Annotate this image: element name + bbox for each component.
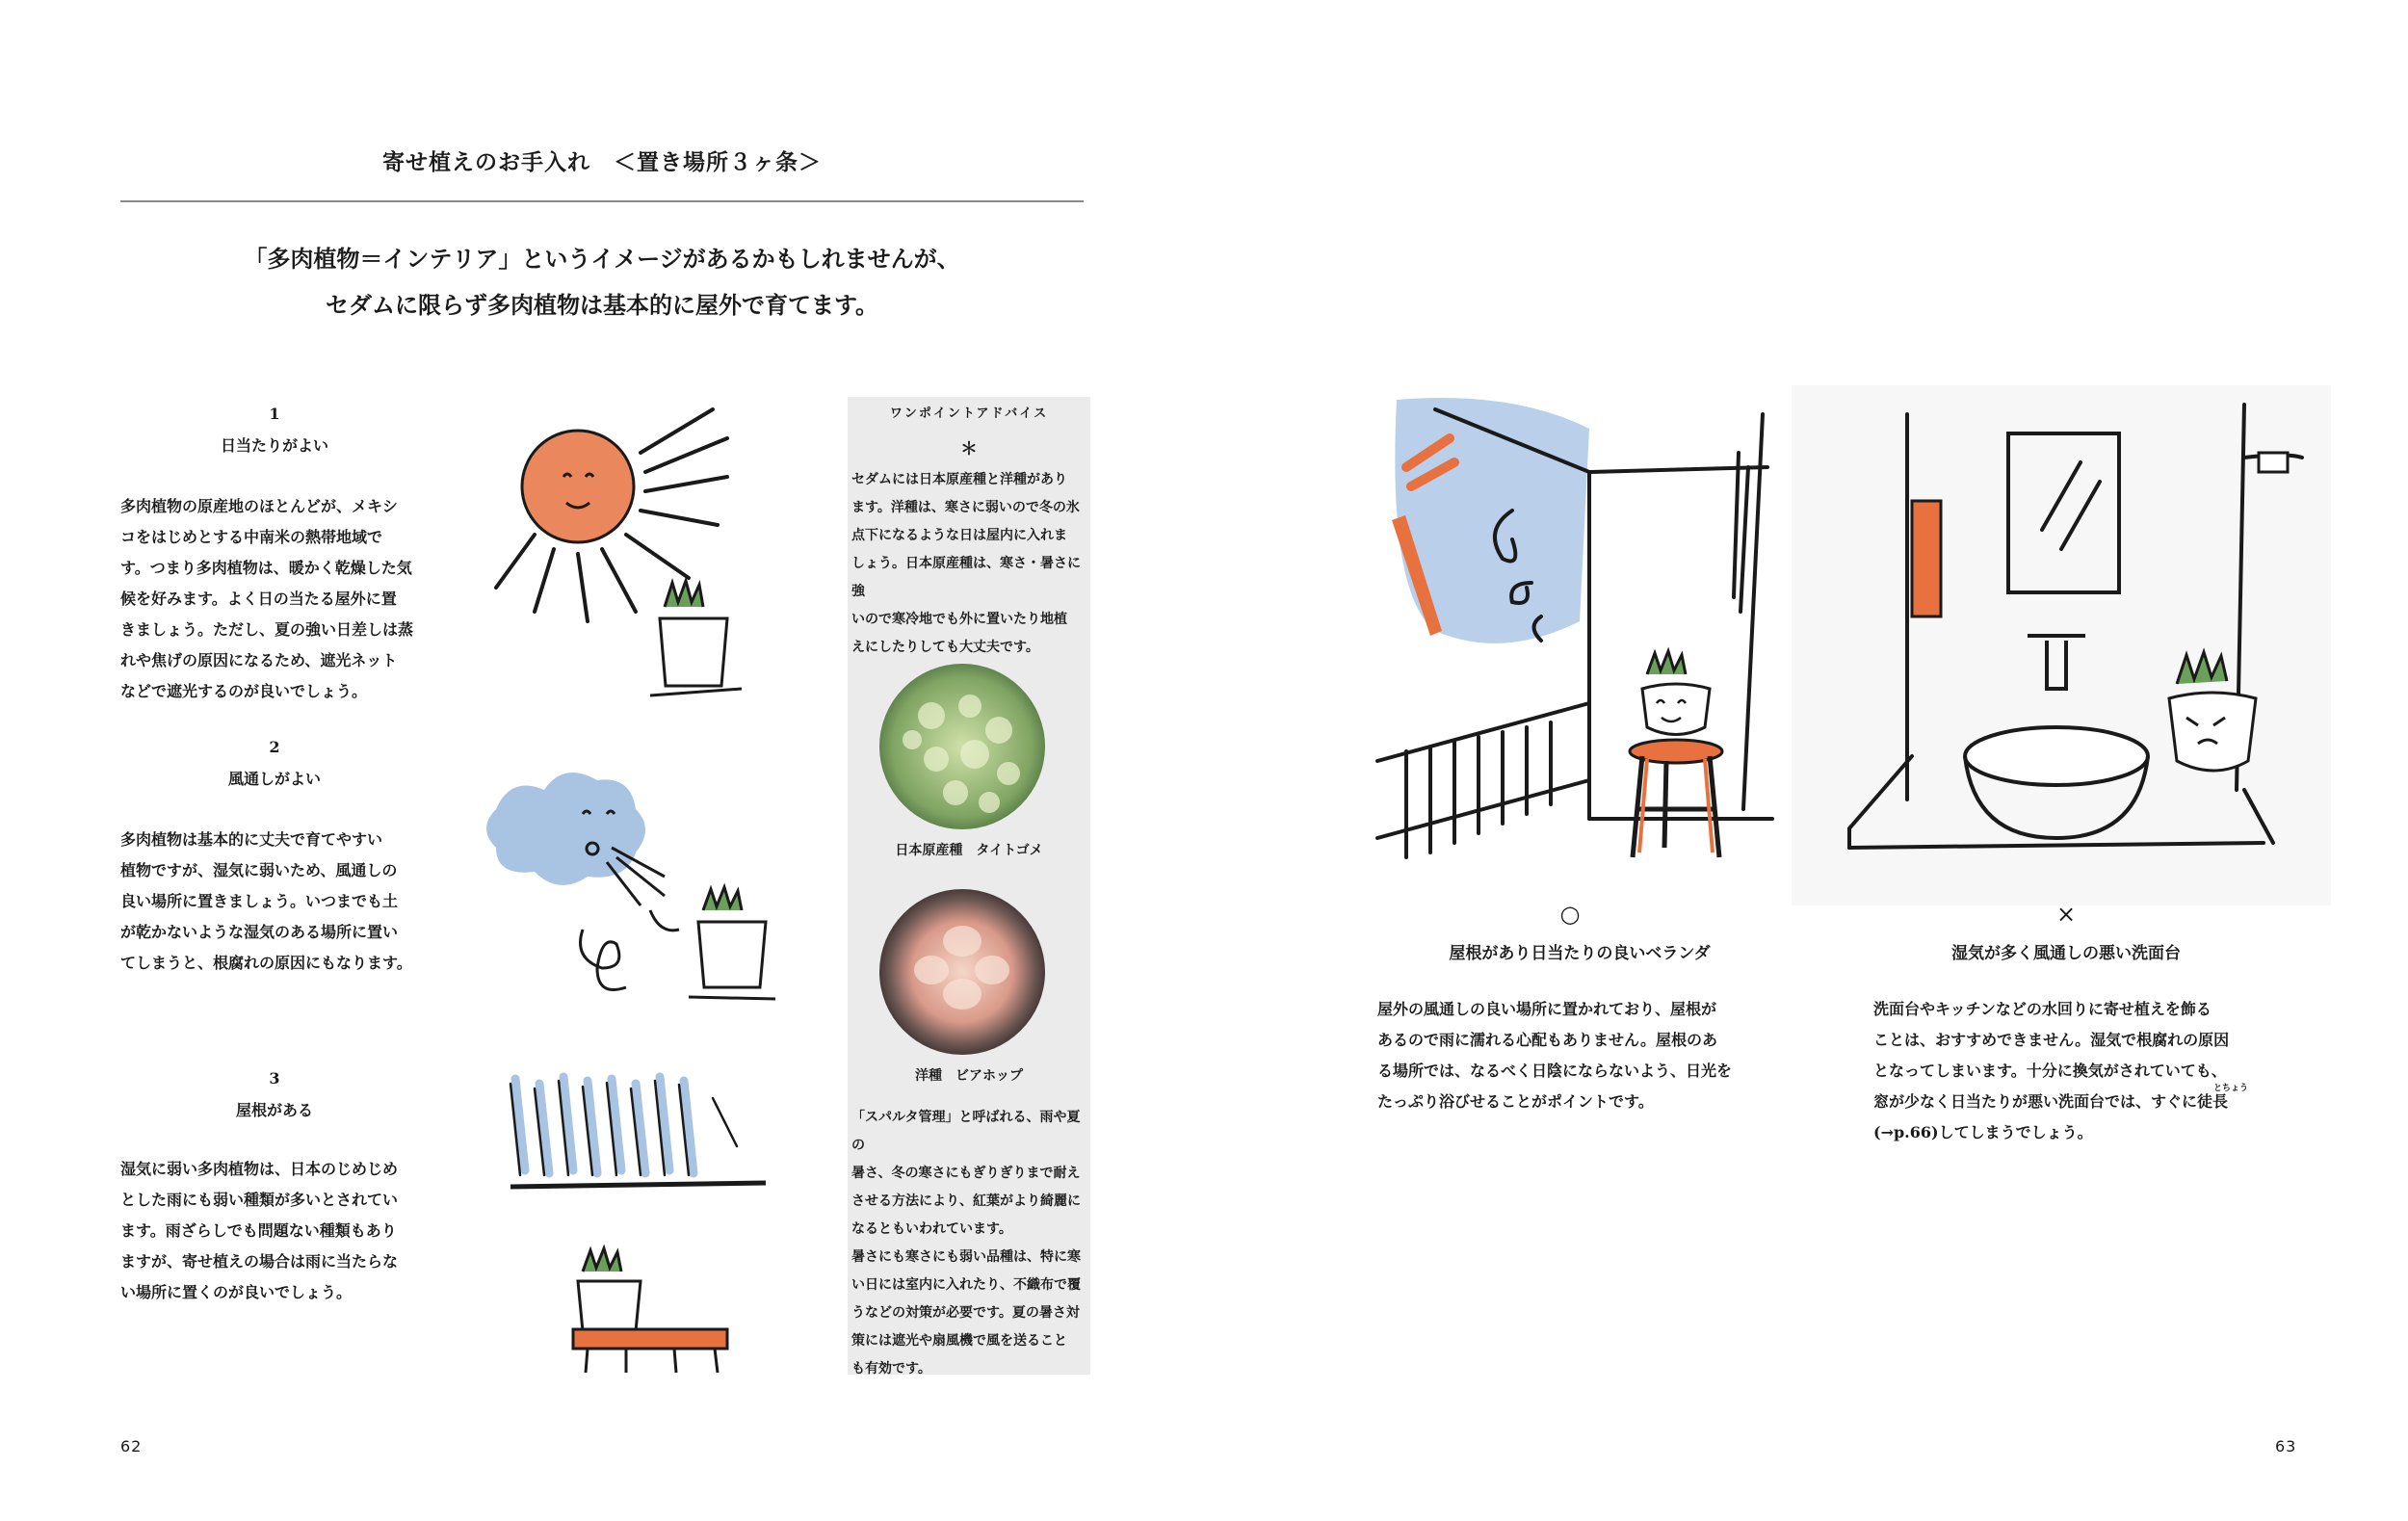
caption-beerhop: 洋種 ビアホップ (915, 1068, 1023, 1084)
section-1-body: 多肉植物の原産地のほとんどが、メキシ コをはじめとする中南米の熱帯地域で す。つまり多肉植物は、暖かく乾燥した気 候を好みます。よく日の当たる屋外に置 きましょう。ただし、夏の強い日差しは蒸 れや焦げの原因になるため、遮光ネット などで遮光するのが良いでしょう。 (120, 497, 414, 700)
photo-taitogome (878, 663, 1047, 831)
advice-text-2: 「スパルタ管理」と呼ばれる、雨や夏の 暑さ、冬の寒さにもぎりぎりまで耐え させる方法により、紅葉がより綺麗に なるともいわれています。 暑さにも寒さにも弱い品種は、特に寒 い日には室内に入れたり、不織布で覆 うなどの対策が必要です。夏の暑さ対 策には遮光や扇風機で風を送ること も有効です。 (851, 1110, 1081, 1377)
header-divider (120, 200, 1084, 202)
page-number-left: 62 (120, 1437, 143, 1455)
section-3-body: 湿気に弱い多肉植物は、日本のじめじめ とした雨にも弱い種類が多いとされてい ます。雨ざらしでも問題ない種類もあり ますが、寄せ植えの場合は雨に当たらな い場所に置くのが良いでしょう。 (120, 1160, 399, 1301)
veranda-title: 屋根があり日当たりの良いベランダ (1449, 944, 1711, 963)
veranda-illustration (1368, 395, 1772, 877)
section-1-title: 日当たりがよい (220, 436, 328, 455)
washbasin-illustration (1792, 385, 2331, 905)
wind-illustration (486, 756, 775, 1036)
section-2-title: 風通しがよい (227, 770, 321, 788)
advice-text-1: セダムには日本原産種と洋種があり ます。洋種は、寒さに弱いので冬の氷 点下になるような日は屋内に入れま しょう。日本原産種は、寒さ・暑さに強 いので寒冷地でも外に置いたり地植 えにしたりしても大丈夫です。 (851, 472, 1081, 655)
advice-star: ＊ (960, 439, 978, 459)
section-2-number: 2 (269, 738, 280, 756)
caption-taitogome: 日本原産種 タイトゴメ (895, 843, 1043, 858)
section-2-body: 多肉植物は基本的に丈夫で育てやすい 植物ですが、湿気に弱いため、風通しの 良い場所に置きましょう。いつまでも土 が乾かないような湿気のある場所に置い てしまうと、根腐れの原因にもなります。 (120, 830, 412, 972)
washbasin-body: 洗面台やキッチンなどの水回りに寄せ植えを飾る ことは、おすすめできません。湿気で根腐れの原因 となってしまいます。十分に換気がされていても、 窓が少なく日当たりが悪い洗面台では、すぐに徒長 (→p.66)してしまうでしょう。 (1873, 1000, 2230, 1141)
veranda-body: 屋外の風通しの良い場所に置かれており、屋根が あるので雨に濡れる心配もありません。屋根のあ る場所では、なるべく日陰にならないよう、日光を たっぷり浴びせることがポイントです。 (1377, 1000, 1733, 1111)
lead-line-1: 「多肉植物＝インテリア」というイメージがあるかもしれませんが、 (244, 245, 960, 273)
page-number-right: 63 (2275, 1437, 2297, 1455)
lead-text (120, 236, 1084, 328)
advice-title: ワンポイントアドバイス (889, 406, 1049, 421)
bad-mark: × (2055, 901, 2077, 928)
rain-illustration (491, 1069, 780, 1377)
good-mark: ○ (1559, 901, 1581, 928)
sun-illustration (482, 395, 751, 713)
section-3-number: 3 (269, 1069, 280, 1088)
furigana-tocho: とちょう (2213, 1084, 2249, 1093)
section-3-title: 屋根がある (235, 1101, 313, 1119)
photo-beerhop (878, 888, 1047, 1057)
section-1-number: 1 (269, 405, 280, 423)
washbasin-title: 湿気が多く風通しの悪い洗面台 (1951, 944, 2181, 963)
lead-line-2: セダムに限らず多肉植物は基本的に屋外で育てます。 (325, 291, 879, 319)
page-title: 寄せ植えのお手入れ ＜置き場所３ヶ条＞ (382, 149, 822, 175)
